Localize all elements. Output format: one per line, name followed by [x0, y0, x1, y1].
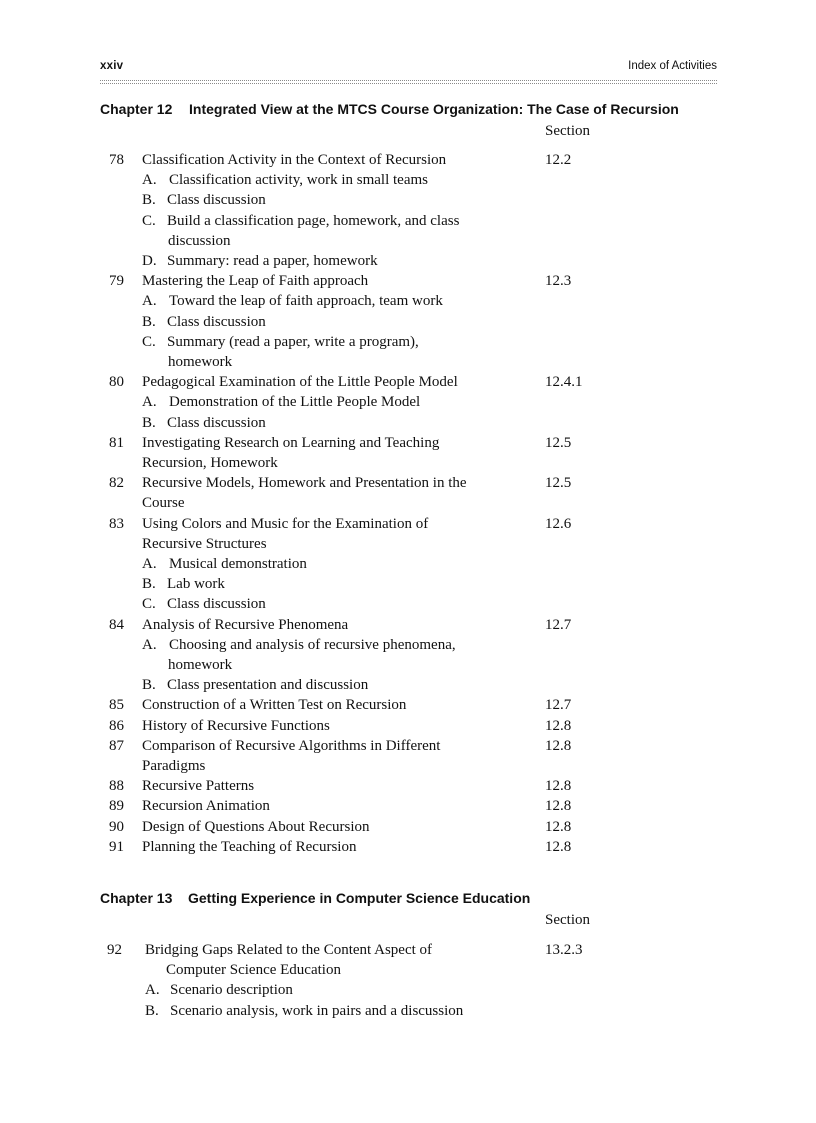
- title-continuation: [0, 453, 816, 473]
- subitem-letter: B.: [145, 1002, 159, 1019]
- activity-number: 86: [109, 717, 124, 734]
- subitem-letter: C.: [142, 596, 156, 613]
- continuation-text: discussion: [168, 232, 231, 249]
- activity-subitem: [0, 312, 816, 332]
- activity-title: History of Recursive Functions: [142, 717, 330, 734]
- activity-title: Analysis of Recursive Phenomena: [142, 616, 349, 633]
- subitem-text: Lab work: [167, 576, 225, 593]
- section-reference: 12.4.1: [545, 374, 583, 391]
- section-reference: 12.8: [545, 778, 572, 795]
- section-reference: 12.2: [545, 152, 572, 168]
- section-reference: 12.6: [545, 515, 572, 532]
- activity-entry: [0, 433, 816, 453]
- subitem-letter: A.: [142, 172, 157, 189]
- activity-title: Design of Questions About Recursion: [142, 818, 370, 835]
- section-reference: 12.7: [545, 697, 572, 714]
- activity-entry: [0, 150, 816, 170]
- activity-subitem: [0, 413, 816, 433]
- section-reference: 12.8: [545, 737, 572, 754]
- activity-number: 84: [109, 616, 124, 633]
- activity-entry: [0, 716, 816, 736]
- chapter-title: Getting Experience in Computer Science Education: [188, 890, 531, 906]
- activity-subitem: [0, 291, 816, 311]
- subitem-text: Toward the leap of faith approach, team work: [169, 293, 443, 310]
- section-reference: 12.7: [545, 616, 572, 633]
- subitem-text: Classification activity, work in small teams: [169, 172, 428, 189]
- section-reference: 12.8: [545, 717, 572, 734]
- activity-subitem: [0, 675, 816, 695]
- subitem-text: Summary: read a paper, homework: [167, 253, 378, 269]
- subitem-text: Demonstration of the Little People Model: [169, 394, 421, 411]
- chapter-title: Integrated View at the MTCS Course Organization: The Case of Recursion: [189, 101, 679, 117]
- activity-entry: [0, 736, 816, 756]
- subitem-letter: A.: [142, 394, 157, 411]
- subitem-text: Build a classification page, homework, and class: [167, 212, 460, 229]
- activity-subitem: [0, 980, 816, 1000]
- activity-entry: [0, 271, 816, 291]
- subitem-letter: D.: [142, 253, 157, 269]
- section-reference: 12.8: [545, 838, 572, 855]
- subitem-text: Summary (read a paper, write a program),: [167, 333, 419, 350]
- activity-number: 85: [109, 697, 124, 714]
- section-reference: 12.3: [545, 273, 572, 290]
- subitem-text: Class discussion: [167, 192, 266, 209]
- activity-subitem: [0, 332, 816, 352]
- header-rule: [100, 80, 717, 84]
- activity-title: Construction of a Written Test on Recursion: [142, 697, 407, 714]
- subitem-letter: C.: [142, 333, 156, 350]
- activity-title: Planning the Teaching of Recursion: [142, 838, 357, 855]
- subitem-letter: B.: [142, 576, 156, 593]
- continuation-text: Computer Science Education: [166, 962, 341, 979]
- activity-number: 80: [109, 374, 124, 391]
- continuation-text: Course: [142, 495, 185, 512]
- continuation-text: Paradigms: [142, 758, 206, 774]
- section-reference: 12.8: [545, 818, 572, 835]
- section-column-header: Section: [545, 912, 590, 928]
- activity-subitem: [0, 635, 816, 655]
- running-head: [100, 60, 717, 76]
- activity-subitem: [0, 190, 816, 210]
- subitem-continuation: [0, 960, 816, 980]
- activity-entry: [0, 796, 816, 816]
- continuation-text: Recursive Structures: [142, 535, 267, 552]
- section-reference: 12.5: [545, 475, 572, 492]
- chapter-number: Chapter 12: [100, 101, 173, 117]
- activity-entry: [0, 473, 816, 493]
- continuation-text: homework: [168, 657, 233, 673]
- subitem-letter: A.: [142, 556, 157, 572]
- activity-title: Bridging Gaps Related to the Content Aspect of: [145, 942, 433, 958]
- activity-title: Pedagogical Examination of the Little People Model: [142, 374, 458, 391]
- activity-subitem: [0, 170, 816, 190]
- subitem-text: Class discussion: [167, 596, 266, 613]
- subitem-text: Musical demonstration: [169, 556, 307, 572]
- activity-number: 81: [109, 434, 124, 451]
- activity-title: Recursion Animation: [142, 798, 270, 815]
- chapter-heading: [100, 101, 717, 119]
- activity-number: 79: [109, 273, 124, 290]
- continuation-text: homework: [168, 354, 233, 370]
- activity-number: 83: [109, 515, 124, 532]
- subitem-letter: A.: [145, 982, 160, 999]
- subitem-text: Scenario description: [170, 982, 293, 999]
- subitem-text: Scenario analysis, work in pairs and a discussion: [170, 1002, 464, 1019]
- subitem-letter: A.: [142, 636, 157, 653]
- activity-entry: [0, 514, 816, 534]
- subitem-letter: C.: [142, 212, 156, 229]
- section-column-header: Section: [545, 123, 590, 139]
- activity-number: 91: [109, 838, 124, 855]
- page-number: xxiv: [100, 60, 124, 72]
- activity-number: 92: [107, 942, 122, 958]
- subitem-letter: B.: [142, 313, 156, 330]
- title-continuation: [0, 534, 816, 554]
- activity-entry: [0, 837, 816, 857]
- activity-title: Investigating Research on Learning and Teaching: [142, 434, 440, 451]
- subitem-letter: B.: [142, 677, 156, 694]
- section-reference: 13.2.3: [545, 942, 583, 958]
- activity-entry: [0, 615, 816, 635]
- activity-subitem: [0, 211, 816, 231]
- activity-title: Using Colors and Music for the Examination of: [142, 515, 429, 532]
- activity-number: 89: [109, 798, 124, 815]
- activity-subitem: [0, 594, 816, 614]
- subitem-continuation: [0, 655, 816, 675]
- subitem-text: Choosing and analysis of recursive phenomena,: [169, 636, 456, 653]
- activity-entry: [0, 372, 816, 392]
- chapter-heading: [100, 890, 717, 908]
- activity-number: 78: [109, 152, 124, 168]
- section-reference: 12.5: [545, 434, 572, 451]
- subitem-text: Class discussion: [167, 414, 266, 431]
- activity-entry: [0, 695, 816, 715]
- activity-subitem: [0, 1001, 816, 1021]
- activity-number: 90: [109, 818, 124, 835]
- activity-title: Mastering the Leap of Faith approach: [142, 273, 369, 290]
- subitem-continuation: [0, 231, 816, 251]
- continuation-text: Recursion, Homework: [142, 455, 278, 471]
- activity-entry: [0, 817, 816, 837]
- subitem-letter: B.: [142, 192, 156, 209]
- title-continuation: [0, 756, 816, 776]
- activity-title: Recursive Patterns: [142, 778, 255, 795]
- activity-title: Comparison of Recursive Algorithms in Different: [142, 737, 441, 754]
- activity-subitem: [0, 554, 816, 574]
- subitem-text: Class discussion: [167, 313, 266, 330]
- subitem-text: Class presentation and discussion: [167, 677, 369, 694]
- activity-number: 88: [109, 778, 124, 795]
- subitem-letter: B.: [142, 414, 156, 431]
- activity-number: 82: [109, 475, 124, 492]
- activity-title: Recursive Models, Homework and Presentation in the: [142, 475, 467, 492]
- activity-entry: [0, 776, 816, 796]
- activity-subitem: [0, 251, 816, 271]
- activity-subitem: [0, 574, 816, 594]
- activity-title: Classification Activity in the Context of Recursion: [142, 152, 447, 168]
- section-reference: 12.8: [545, 798, 572, 815]
- subitem-letter: A.: [142, 293, 157, 310]
- activity-number: 87: [109, 737, 124, 754]
- activity-subitem: [0, 392, 816, 412]
- subitem-continuation: [0, 352, 816, 372]
- activity-entry: [0, 940, 816, 960]
- running-head-title: Index of Activities: [628, 60, 717, 72]
- chapter-number: Chapter 13: [100, 890, 173, 906]
- title-continuation: [0, 493, 816, 513]
